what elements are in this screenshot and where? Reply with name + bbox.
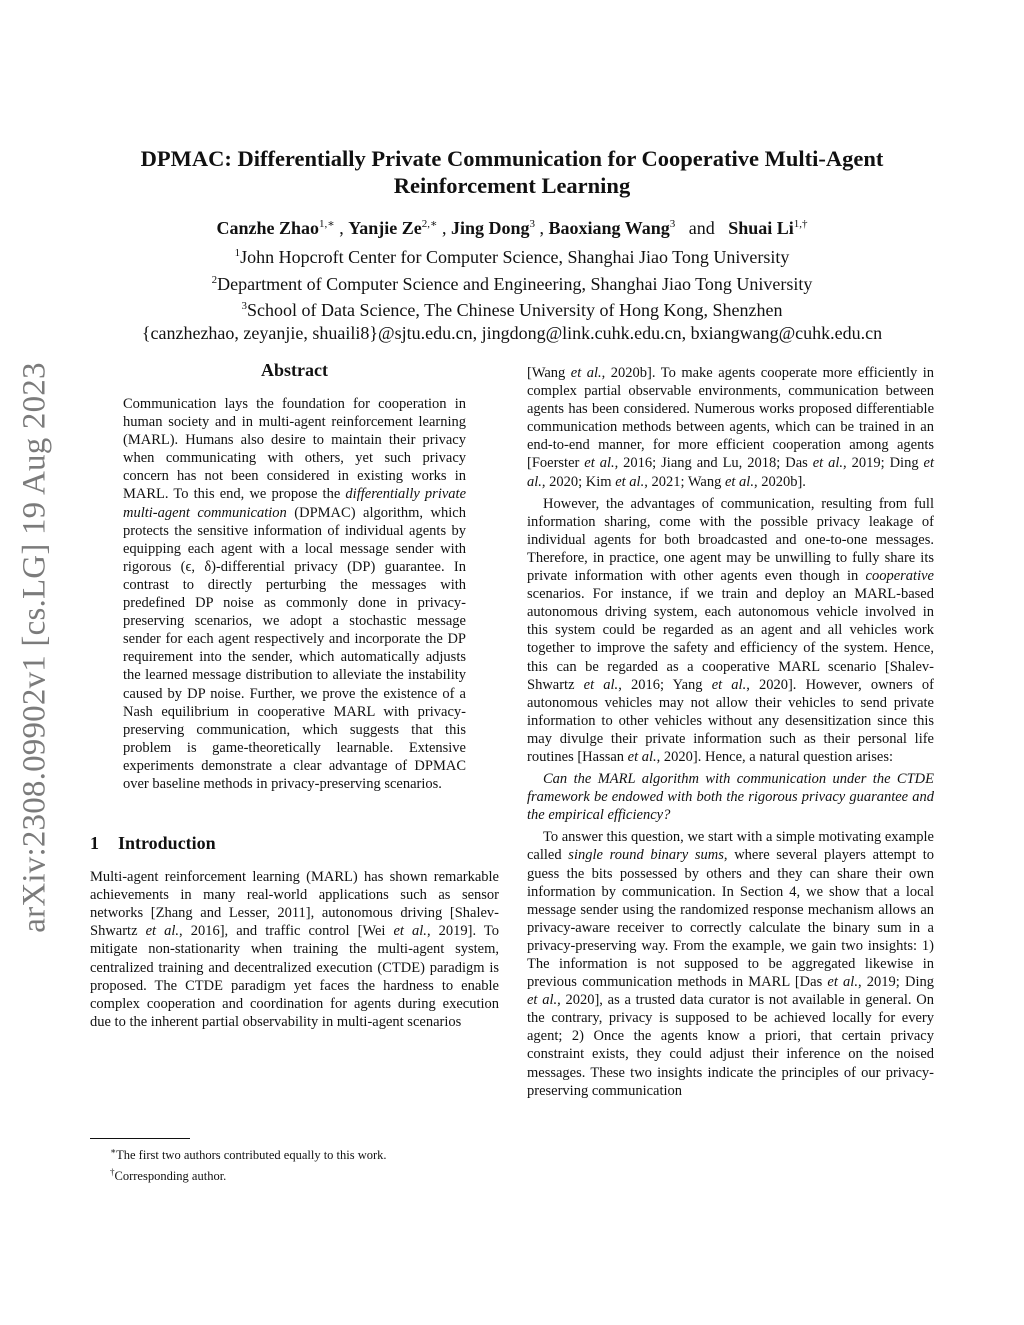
arxiv-id: arXiv:2308.09902v1 [cs.LG] 19 Aug 2023	[16, 361, 53, 933]
author-emails: {canzhezhao, zeyanjie, shuaili8}@sjtu.edu.cn, jingdong@link.cuhk.edu.cn, bxiangwang@cuhk.edu.cn	[141, 322, 883, 343]
author-name: Jing Dong$^3$	[450, 218, 535, 238]
affiliation: $^2$Department of Computer Science and Engineering, Shanghai Jiao Tong University	[211, 273, 813, 294]
right-column	[527, 364, 934, 1100]
affiliation: $^1$John Hopcroft Center for Computer Science, Shanghai Jiao Tong University	[234, 247, 790, 267]
body-paragraph: However, the advantages of communication, resulting from full information sharing, come with the possible privacy leakage of individual agents for both broadcasted and one-to-one messages. Therefore, in practice, one agent may be unwilling to fully share its private information with other agents even though in cooperative scenarios. For instance, if we train and deploy an MARL-based autonomous driving system, each autonomous vehicle involved in this system could be regarded as an agent and all vehicles work together to improve the safety and efficiency of the system. Hence, this can be regarded as a cooperative MARL scenario [Shalev-Shwartz et al., 2016; Yang et al., 2020]. However, owners of autonomous vehicles may not allow their vehicles to send private information to other vehicles without any desensitization since this may divulge their private information such as their personal life routines [Hassan et al., 2020]. Hence, a natural question arises:	[527, 495, 934, 765]
author-name: Baoxiang Wang$^3$	[548, 218, 676, 238]
body-paragraph: [Wang et al., 2020b]. To make agents cooperate more efficiently in complex partial observable environments, communication between agents has been considered. Numerous works proposed differentiable communication methods between agents, which can be trained in an end-to-end manner, for more efficient cooperation among agents [Foerster et al., 2016; Jiang and Lu, 2018; Das et al., 2019; Ding et al., 2020; Kim et al., 2021; Wang et al., 2020b].	[527, 365, 935, 490]
title-line-2: Reinforcement Learning	[393, 173, 631, 198]
arxiv-stamp	[10, 350, 60, 944]
author-and: and	[688, 218, 715, 238]
author-name: Canzhe Zhao$^{1,∗}$	[216, 218, 335, 238]
paper-title	[90, 145, 934, 199]
body-paragraph: To answer this question, we start with a simple motivating example called single round binary sums, where several players attempt to guess the bits possessed by others and they can share their own information by communication. In Section 4, we show that a local message sender using the randomized response mechanism allows an privacy-aware receiver to correctly calculate the binary sum in a privacy-preserving way. From the example, we gain two insights: 1) The information is not supposed to be aggregated likewise in previous communication methods in MARL [Das et al., 2019; Ding et al., 2020], as a trusted data curator is not available in general. On the contrary, privacy is supposed to be achieved locally for every agent; 2) Once the agents know a priori, that certain privacy constraint exists, they could adjust their inference on the noised messages. These two insights indicate the principles of our privacy-preserving communication	[527, 829, 935, 1099]
footnote: ∗The first two authors contributed equally to this work.	[110, 1146, 387, 1163]
section-heading-introduction: 1 Introduction	[90, 833, 216, 854]
left-column	[90, 360, 499, 1031]
author-list: Canzhe Zhao$^{1,∗}$ , Yanjie $Ze^{2,∗}$ , Jing Dong$^3$ , Baoxiang Wang$^3$ and Shuai $Li^{1,\dagger}$	[216, 218, 808, 238]
intro-paragraph: Multi-agent reinforcement learning (MARL) has shown remarkable achievements in many real-world applications such as sensor networks [Zhang and Lesser, 2011], autonomous driving [Shalev-Shwartz et al., 2016], and traffic control [Wei et al., 2019]. To mitigate non-stationarity when training the multi-agent system, centralized training and decentralized execution (CTDE) paradigm is proposed. The CTDE paradigm yet faces the hardness to enable complex cooperation and coordination for agents during execution due to the inherent partial observability in multi-agent scenarios	[90, 869, 499, 1030]
footnote-divider	[90, 1138, 190, 1139]
footnotes	[110, 1143, 500, 1185]
title-line-1: DPMAC: Differentially Private Communication for Cooperative Multi-Agent	[140, 146, 884, 171]
author-name: Yanjie $Ze^{2,∗}$	[348, 218, 438, 238]
affiliation: $^3$School of Data Science, The Chinese University of Hong Kong, Shenzhen	[241, 300, 783, 320]
abstract-heading: Abstract	[261, 360, 328, 380]
research-question: Can the MARL algorithm with communication under the CTDE framework be endowed with both the rigorous privacy guarantee and the empirical efficiency?	[527, 771, 934, 824]
abstract-text: Communication lays the foundation for cooperation in human society and in multi-agent reinforcement learning (MARL). Humans also desire to maintain their privacy when communicating with others, yet such privacy concern has not been considered in existing works in MARL. To this end, we propose the differentially private multi-agent communication (DPMAC) algorithm, which protects the sensitive information of individual agents by equipping each agent with a local message sender with rigorous (ϵ, δ)-differential privacy (DP) guarantee. In contrast to directly perturbing the messages with predefined DP noise as commonly done in privacy-preserving scenarios, we adopt a stochastic message sender for each agent respectively and incorporate the DP requirement into the sender, which automatically adjusts the learned message distribution to alleviate the instability caused by DP noise. Further, we prove the existence of a Nash equilibrium in cooperative MARL with privacy-preserving communication, which suggests that this problem is game-theoretically learnable. Extensive experiments demonstrate a clear advantage of DPMAC over baseline methods in privacy-preserving scenarios.	[123, 396, 467, 792]
author-block	[90, 212, 934, 344]
author-name: Shuai $Li^{1,\dagger}$	[728, 218, 808, 238]
footnote: †Corresponding author.	[110, 1167, 227, 1184]
